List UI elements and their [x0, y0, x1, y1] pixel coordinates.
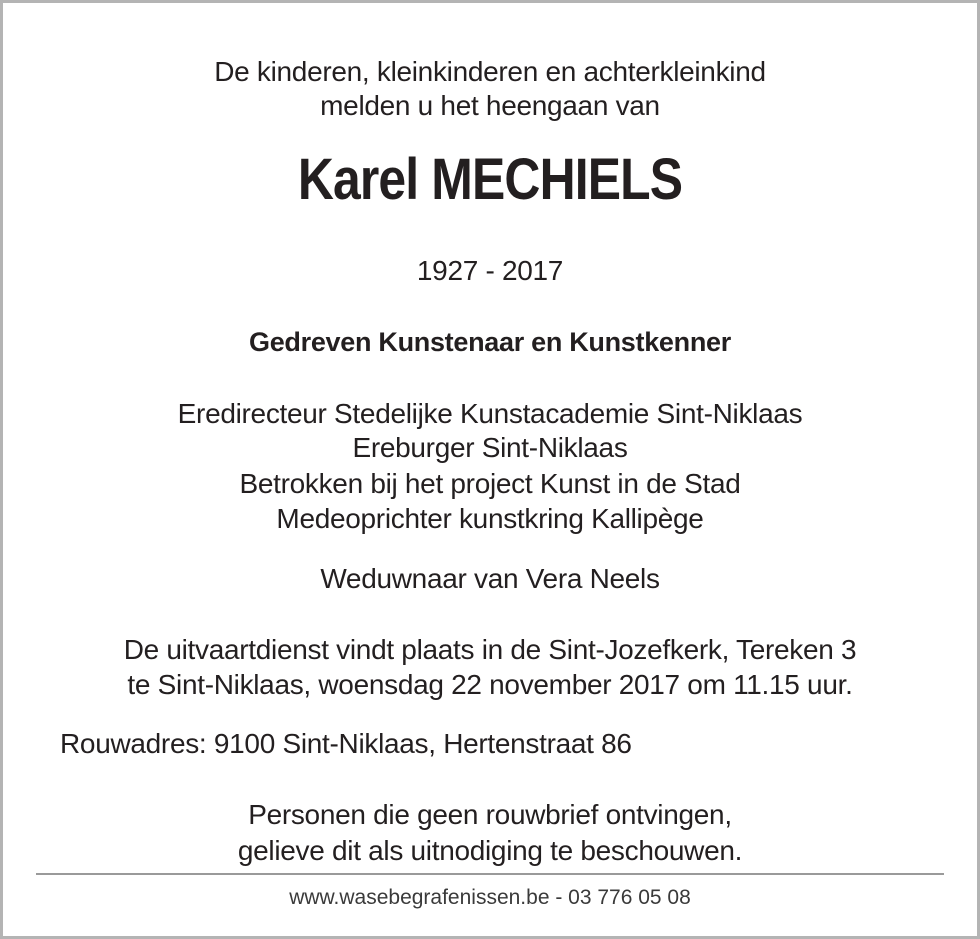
- intro-line-1: De kinderen, kleinkinderen en achterkleinkind: [214, 56, 766, 87]
- mourning-address: Rouwadres: 9100 Sint-Niklaas, Hertenstraat 86: [60, 728, 632, 759]
- service-line-1: De uitvaartdienst vindt plaats in de Sint-Jozefkerk, Tereken 3: [123, 634, 857, 665]
- notice-line-1: Personen die geen rouwbrief ontvingen,: [248, 799, 732, 830]
- title-line-3: Betrokken bij het project Kunst in de Stad: [239, 468, 741, 499]
- footer-contact: www.wasebegrafenissen.be - 03 776 05 08: [289, 886, 691, 909]
- subtitle: Gedreven Kunstenaar en Kunstkenner: [249, 327, 731, 357]
- notice-line-2: gelieve dit als uitnodiging te beschouwen.: [237, 835, 743, 866]
- title-line-2: Ereburger Sint-Niklaas: [352, 432, 628, 463]
- service-line-2: te Sint-Niklaas, woensdag 22 november 2017 om 11.15 uur.: [127, 669, 853, 700]
- deceased-name: Karel MECHIELS: [297, 147, 683, 212]
- footer-divider: [36, 873, 944, 875]
- title-line-1: Eredirecteur Stedelijke Kunstacademie Sint-Niklaas: [177, 398, 803, 429]
- title-line-4: Medeoprichter kunstkring Kallipège: [276, 503, 704, 534]
- life-years: 1927 - 2017: [416, 255, 564, 286]
- intro-line-2: melden u het heengaan van: [320, 90, 660, 121]
- widower-line: Weduwnaar van Vera Neels: [320, 563, 660, 594]
